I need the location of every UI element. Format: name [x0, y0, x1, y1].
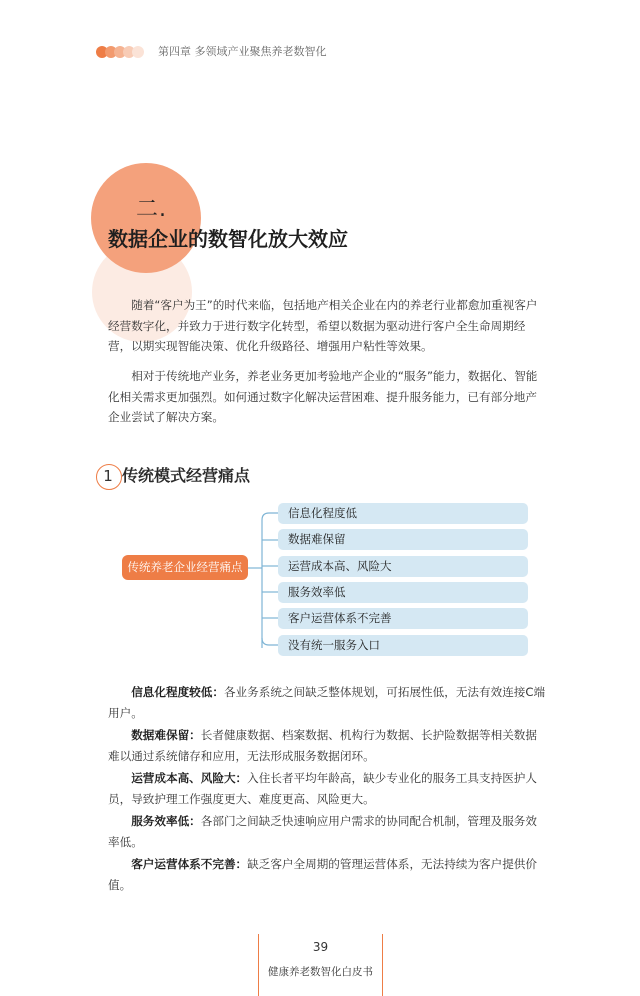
intro-paragraph-2: 相对于传统地产业务，养老业务更加考验地产企业的“服务”能力，数据化、智能化相关需求更加强烈。如何通过数字化解决运营困难、提升服务能力，已有部分地产企业尝试了解决方案。 [108, 369, 538, 424]
description-term: 服务效率低： [131, 814, 201, 828]
description-text: 缺乏客户全周期的管理运营体系，无法持续为客户提供价值。 [108, 857, 537, 892]
section-number: 二. [136, 197, 167, 222]
diagram-connector-lines [248, 500, 280, 660]
diagram-leaf-node: 数据难保留 [278, 529, 528, 550]
description-text: 各业务系统之间缺乏整体规划，可拓展性低，无法有效连接C端用户。 [108, 685, 546, 720]
diagram-leaf-node: 没有统一服务入口 [278, 635, 528, 656]
subsection-number: 1 [103, 467, 113, 485]
description-text: 入住长者平均年龄高，缺少专业化的服务工具支持医护人员，导致护理工作强度更大、难度更高、风险更大。 [108, 771, 537, 806]
header-dot [132, 46, 144, 58]
description-term: 运营成本高、风险大： [131, 771, 248, 785]
description-term: 信息化程度较低： [131, 685, 224, 699]
intro-paragraph-1: 随着“客户为王”的时代来临，包括地产相关企业在内的养老行业都愈加重视客户经营数字化，并致力于进行数字化转型，希望以数据为驱动进行客户全生命周期经营，以期实现智能决策、优化升级路径、增强用户粘性等效果。 [108, 298, 538, 353]
header-dots-decoration [96, 46, 156, 58]
section-title: 数据企业的数智化放大效应 [108, 227, 348, 251]
description-term: 客户运营体系不完善： [131, 857, 248, 871]
connector-branch [262, 513, 278, 520]
diagram-leaf-node: 信息化程度低 [278, 503, 528, 524]
description-item [108, 768, 548, 809]
diagram-leaf-node: 客户运营体系不完善 [278, 608, 528, 629]
description-item [108, 854, 548, 895]
description-item [108, 725, 548, 766]
pain-point-descriptions [108, 682, 548, 897]
description-text: 各部门之间缺乏快速响应用户需求的协同配合机制，管理及服务效率低。 [108, 814, 537, 849]
subsection-title: 传统模式经营痛点 [122, 466, 251, 485]
diagram-root-node: 传统养老企业经营痛点 [122, 555, 248, 580]
diagram-leaf-node: 服务效率低 [278, 582, 528, 603]
description-text: 长者健康数据、档案数据、机构行为数据、长护险数据等相关数据难以通过系统储存和应用，无法形成服务数据闭环。 [108, 728, 537, 763]
description-term: 数据难保留： [131, 728, 201, 742]
chapter-title: 第四章 多领域产业聚焦养老数智化 [158, 45, 327, 58]
diagram-leaf-node: 运营成本高、风险大 [278, 556, 528, 577]
description-item [108, 811, 548, 852]
description-item [108, 682, 548, 723]
page-number: 39 [312, 940, 329, 954]
document-title: 健康养老数智化白皮书 [268, 966, 373, 978]
connector-branch [262, 638, 278, 645]
